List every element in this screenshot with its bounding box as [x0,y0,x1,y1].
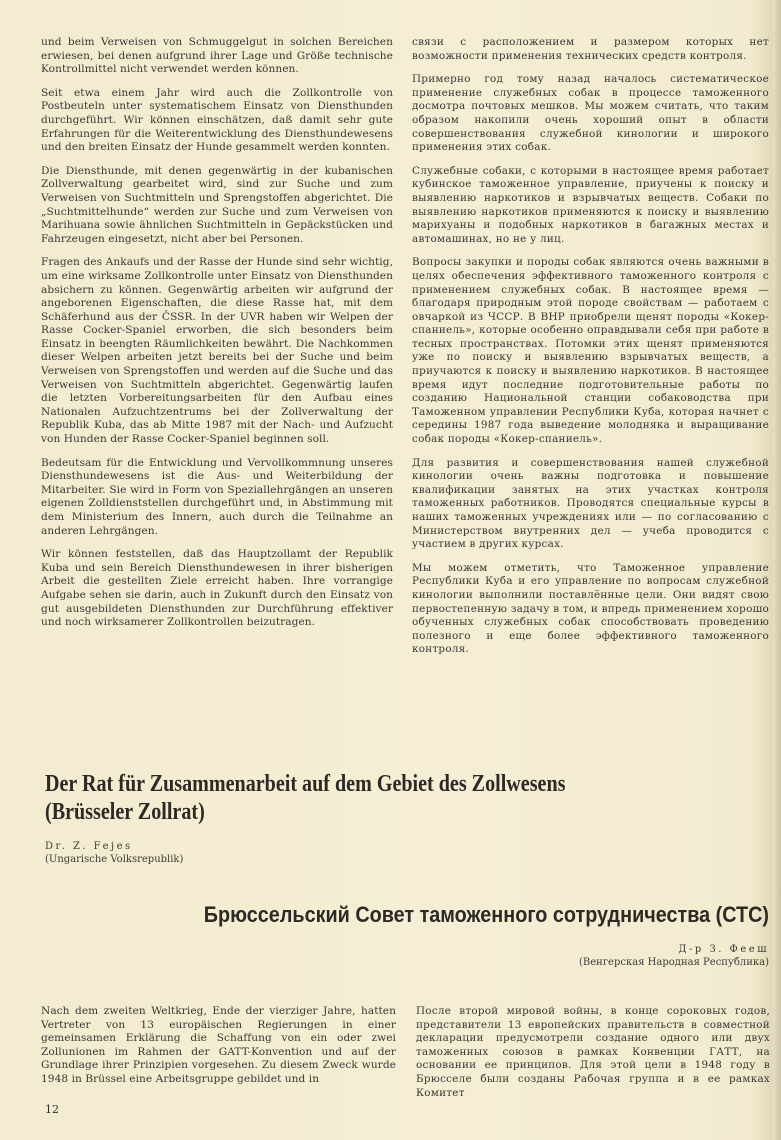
paragraph: Seit etwa einem Jahr wird auch die Zollkontrolle von Postbeuteln unter systematischem Einsatz von Diensthunden durchgeführt. Wir können einschätzen, daß damit sehr gute Erfahrungen für die Weiterentwicklung des Diensthundewesens und den breiten Einsatz der Hunde gesammelt werden konnten. [41,86,393,154]
author-name: Dr. Z. Fejes [45,841,133,852]
german-column-previous-article [41,36,393,640]
paragraph: После второй мировой войны, в конце сороковых годов, представители 13 европейских правительств в совместной декларации предусмотрели создание одного или двух таможенных союзов в рамках Конвенции ГАТТ, на основании ее принципов. Для этой цели в 1948 году в Брюсселе были созданы Рабочая группа и в ее рамках Комитет [416,1005,770,1099]
page-edge-shadow [773,0,781,1140]
russian-column-new-article [416,1005,770,1110]
paragraph: Примерно год тому назад началось систематическое применение служебных собак в процессе таможенного досмотра почтовых мешков. Мы можем считать, что таким образом накопили очень хороший опыт в области совершенствования служебной кинологии и широкого применения этих собак. [412,73,769,154]
paragraph: und beim Verweisen von Schmuggelgut in solchen Bereichen erwiesen, bei denen aufgrund ihrer Lage und Größe technische Kontrollmittel nicht verwendet werden können. [41,36,393,76]
article-title-german [45,770,767,826]
author-name: Д-р З. Фееш [678,944,769,955]
russian-column-previous-article [412,36,769,667]
paragraph: Nach dem zweiten Weltkrieg, Ende der vierziger Jahre, hatten Vertreter von 13 europäischen Regierungen in einer gemeinsamen Erklärung die Schaffung von ein oder zwei Zollunionen im Rahmen der GATT-Konvention und auf der Grundlage ihrer Prinzipien vorgesehen. Zu diesem Zweck wurde 1948 in Brüssel eine Arbeitsgruppe gebildet und in [41,1005,396,1085]
paragraph: Bedeutsam für die Entwicklung und Vervollkommnung unseres Diensthundewesens ist die Aus- und Weiterbildung der Mitarbeiter. Sie wird in Form von Speziallehrgängen an unseren eigenen Zolldienststellen durchgeführt und, in Abstimmung mit dem Ministerium des Innern, auch durch die Teilnahme an anderen Lehrgängen. [41,456,393,537]
paragraph: Вопросы закупки и породы собак являются очень важными в целях обеспечения эффективного таможенного контроля с применением служебных собак. В настоящее время — благодаря природным этой породе свойствам — работаем с овчаркой из ЧССР. В ВНР приобрели щенят породы «Кокер-спаниель», которые особенно оправдывали себя при работе в тесных пространствах. Потомки этих щенят применяются уже по поиску и выявлению взрывчатых веществ, а приучаются к поиску и выявлению наркотиков. В настоящее время идут последние подготовительные работы по созданию Национальной станции собаководства при Таможенном управлении Республики Куба, которая начнет с середины 1987 года выведение молодняка и выращивание собак породы «Кокер-спаниель». [412,256,769,446]
german-column-new-article [41,1005,396,1097]
title-line: (Brüsseler Zollrat) [45,798,205,825]
paragraph: Служебные собаки, с которыми в настоящее время работает кубинское таможенное управление, приучены к поиску и выявлению наркотиков и взрывчатых веществ. Собаки по выявлению наркотиков применяются к поиску и выявлению марихуаны и подобных наркотиков в багажных местах и автомашинах, но не у лиц. [412,164,769,245]
paragraph: связи с расположением и размером которых нет возможности применения технических средств контроля. [412,36,769,62]
author-affiliation: (Ungarische Volksrepublik) [45,854,184,865]
paragraph: Wir können feststellen, daß das Hauptzollamt der Republik Kuba und sein Bereich Diensthundewesen in ihrer bisherigen Arbeit die gestellten Ziele erreicht haben. Ihre vorrangige Aufgabe sehen sie darin, auch in Zukunft durch den Einsatz von gut ausgebildeten Diensthunden zur Durchführung effektiver und noch wirksamerer Zollkontrollen beizutragen. [41,548,393,629]
paragraph: Мы можем отметить, что Таможенное управление Республики Куба и его управление по вопросам служебной кинологии выполнили поставлённые цели. Они видят свою первостепенную задачу в том, и впредь применением хорошо обученных служебных собак способствовать проведению полезного и еще более эффективного таможенного контроля. [412,561,769,656]
title-line: Der Rat für Zusammenarbeit auf dem Gebiet des Zollwesens [45,770,566,797]
paragraph: Для развития и совершенствования нашей служебной кинологии очень важны подготовка и повышение квалификации занятых на этих участках контроля таможенных работников. Проводятся специальные курсы в наших таможенных учреждениях или — по согласованию с Министерством внутренних дел — учеба проводится с участием в других курсах. [412,456,769,551]
article-title-russian: Брюссельский Совет таможенного сотрудничества (СТС) [203,902,769,927]
author-affiliation: (Венгерская Народная Республика) [578,957,769,968]
author-block-german [45,840,183,866]
page-number: 12 [45,1103,59,1116]
paragraph: Die Diensthunde, mit denen gegenwärtig in der kubanischen Zollverwaltung gearbeitet wird, sind zur Suche und zum Verweisen von Suchtmitteln und Sprengstoffen abgerichtet. Die „Suchtmittelhunde“ werden zur Suche und zum Verweisen von Marihuana sowie ähnlichen Suchtmitteln in Gepäckstücken und Fahrzeugen eingesetzt, nicht aber bei Personen. [41,164,393,245]
paragraph: Fragen des Ankaufs und der Rasse der Hunde sind sehr wichtig, um eine wirksame Zollkontrolle unter Einsatz von Diensthunden absichern zu können. Gegenwärtig arbeiten wir aufgrund der angeborenen Eigenschaften, die diese Rasse hat, mit dem Schäferhund aus der ČSSR. In der UVR haben wir Welpen der Rasse Cocker-Spaniel erworben, die sich besonders beim Einsatz in beengten Räumlichkeiten bewährt. Die Nachkommen dieser Welpen arbeiten jetzt bereits bei der Suche und beim Verweisen von Sprengstoffen und werden auf die Suche und das Verweisen von Suchtmitteln abgerichtet. Gegenwärtig laufen die letzten Vorbereitungsarbeiten für den Aufbau eines Nationalen Aufzuchtzentrums bei der Zollverwaltung der Republik Kuba, das ab Mitte 1987 mit der Nach- und Aufzucht von Hunden der Rasse Cocker-Spaniel beginnen soll. [41,256,393,446]
author-block-russian [579,943,769,969]
